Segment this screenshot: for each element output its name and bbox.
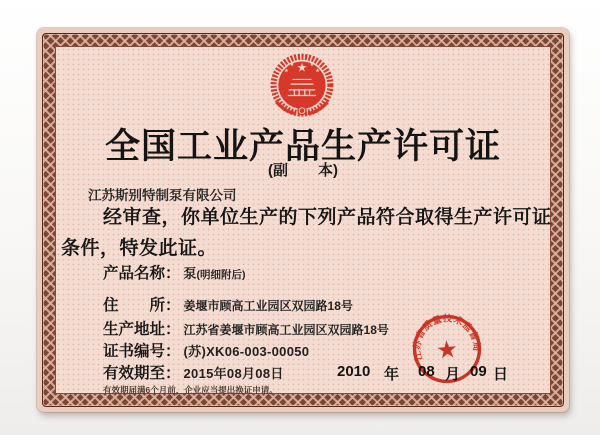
issue-month-unit: 月 xyxy=(445,366,461,383)
issue-year: 2010 xyxy=(337,363,371,380)
official-seal-icon xyxy=(408,310,486,388)
certificate-subtitle: (副 本) xyxy=(268,162,338,179)
seal-text: 江苏省质量技术监督局 xyxy=(411,313,482,362)
field-value: 2015年08月08日 xyxy=(183,366,284,381)
seal-star xyxy=(437,339,457,358)
field-certificate-number xyxy=(103,339,309,361)
field-value: 姜堰市顾高工业园区双园路18号 xyxy=(183,299,353,313)
field-residence xyxy=(103,293,353,315)
certificate-sheet xyxy=(37,28,569,412)
field-label: 有效期至： xyxy=(103,365,181,382)
issue-date xyxy=(37,363,569,383)
field-label: 产品名称： xyxy=(103,265,181,282)
issue-year-unit: 年 xyxy=(384,366,400,383)
field-value: 江苏省姜堰市顾高工业园区双园路18号 xyxy=(183,323,389,337)
field-product-name xyxy=(103,261,246,283)
issue-day-unit: 日 xyxy=(493,366,509,383)
field-value: 泵 xyxy=(183,266,197,281)
company-name: 江苏斯别特制泵有限公司 xyxy=(88,188,237,203)
field-label: 证书编号： xyxy=(103,343,181,360)
statement-line-1: 经审查，你单位生产的下列产品符合取得生产许可证 xyxy=(103,207,552,228)
field-label: 住 所： xyxy=(103,297,181,314)
field-label: 生产地址： xyxy=(103,321,181,338)
china-national-emblem-icon xyxy=(263,52,341,122)
certificate-title: 全国工业产品生产许可证 xyxy=(104,127,501,166)
issue-day: 09 xyxy=(470,363,487,380)
field-production-address xyxy=(103,317,389,339)
field-note: (明细附后) xyxy=(196,269,246,281)
renewal-footnote: 有效期届满6个月前，企业应当提出换证申请。 xyxy=(103,385,278,395)
statement-line-2: 条件，特发此证。 xyxy=(61,238,218,259)
field-value: (苏)XK06-003-00050 xyxy=(183,344,310,359)
issue-month: 08 xyxy=(418,363,435,380)
